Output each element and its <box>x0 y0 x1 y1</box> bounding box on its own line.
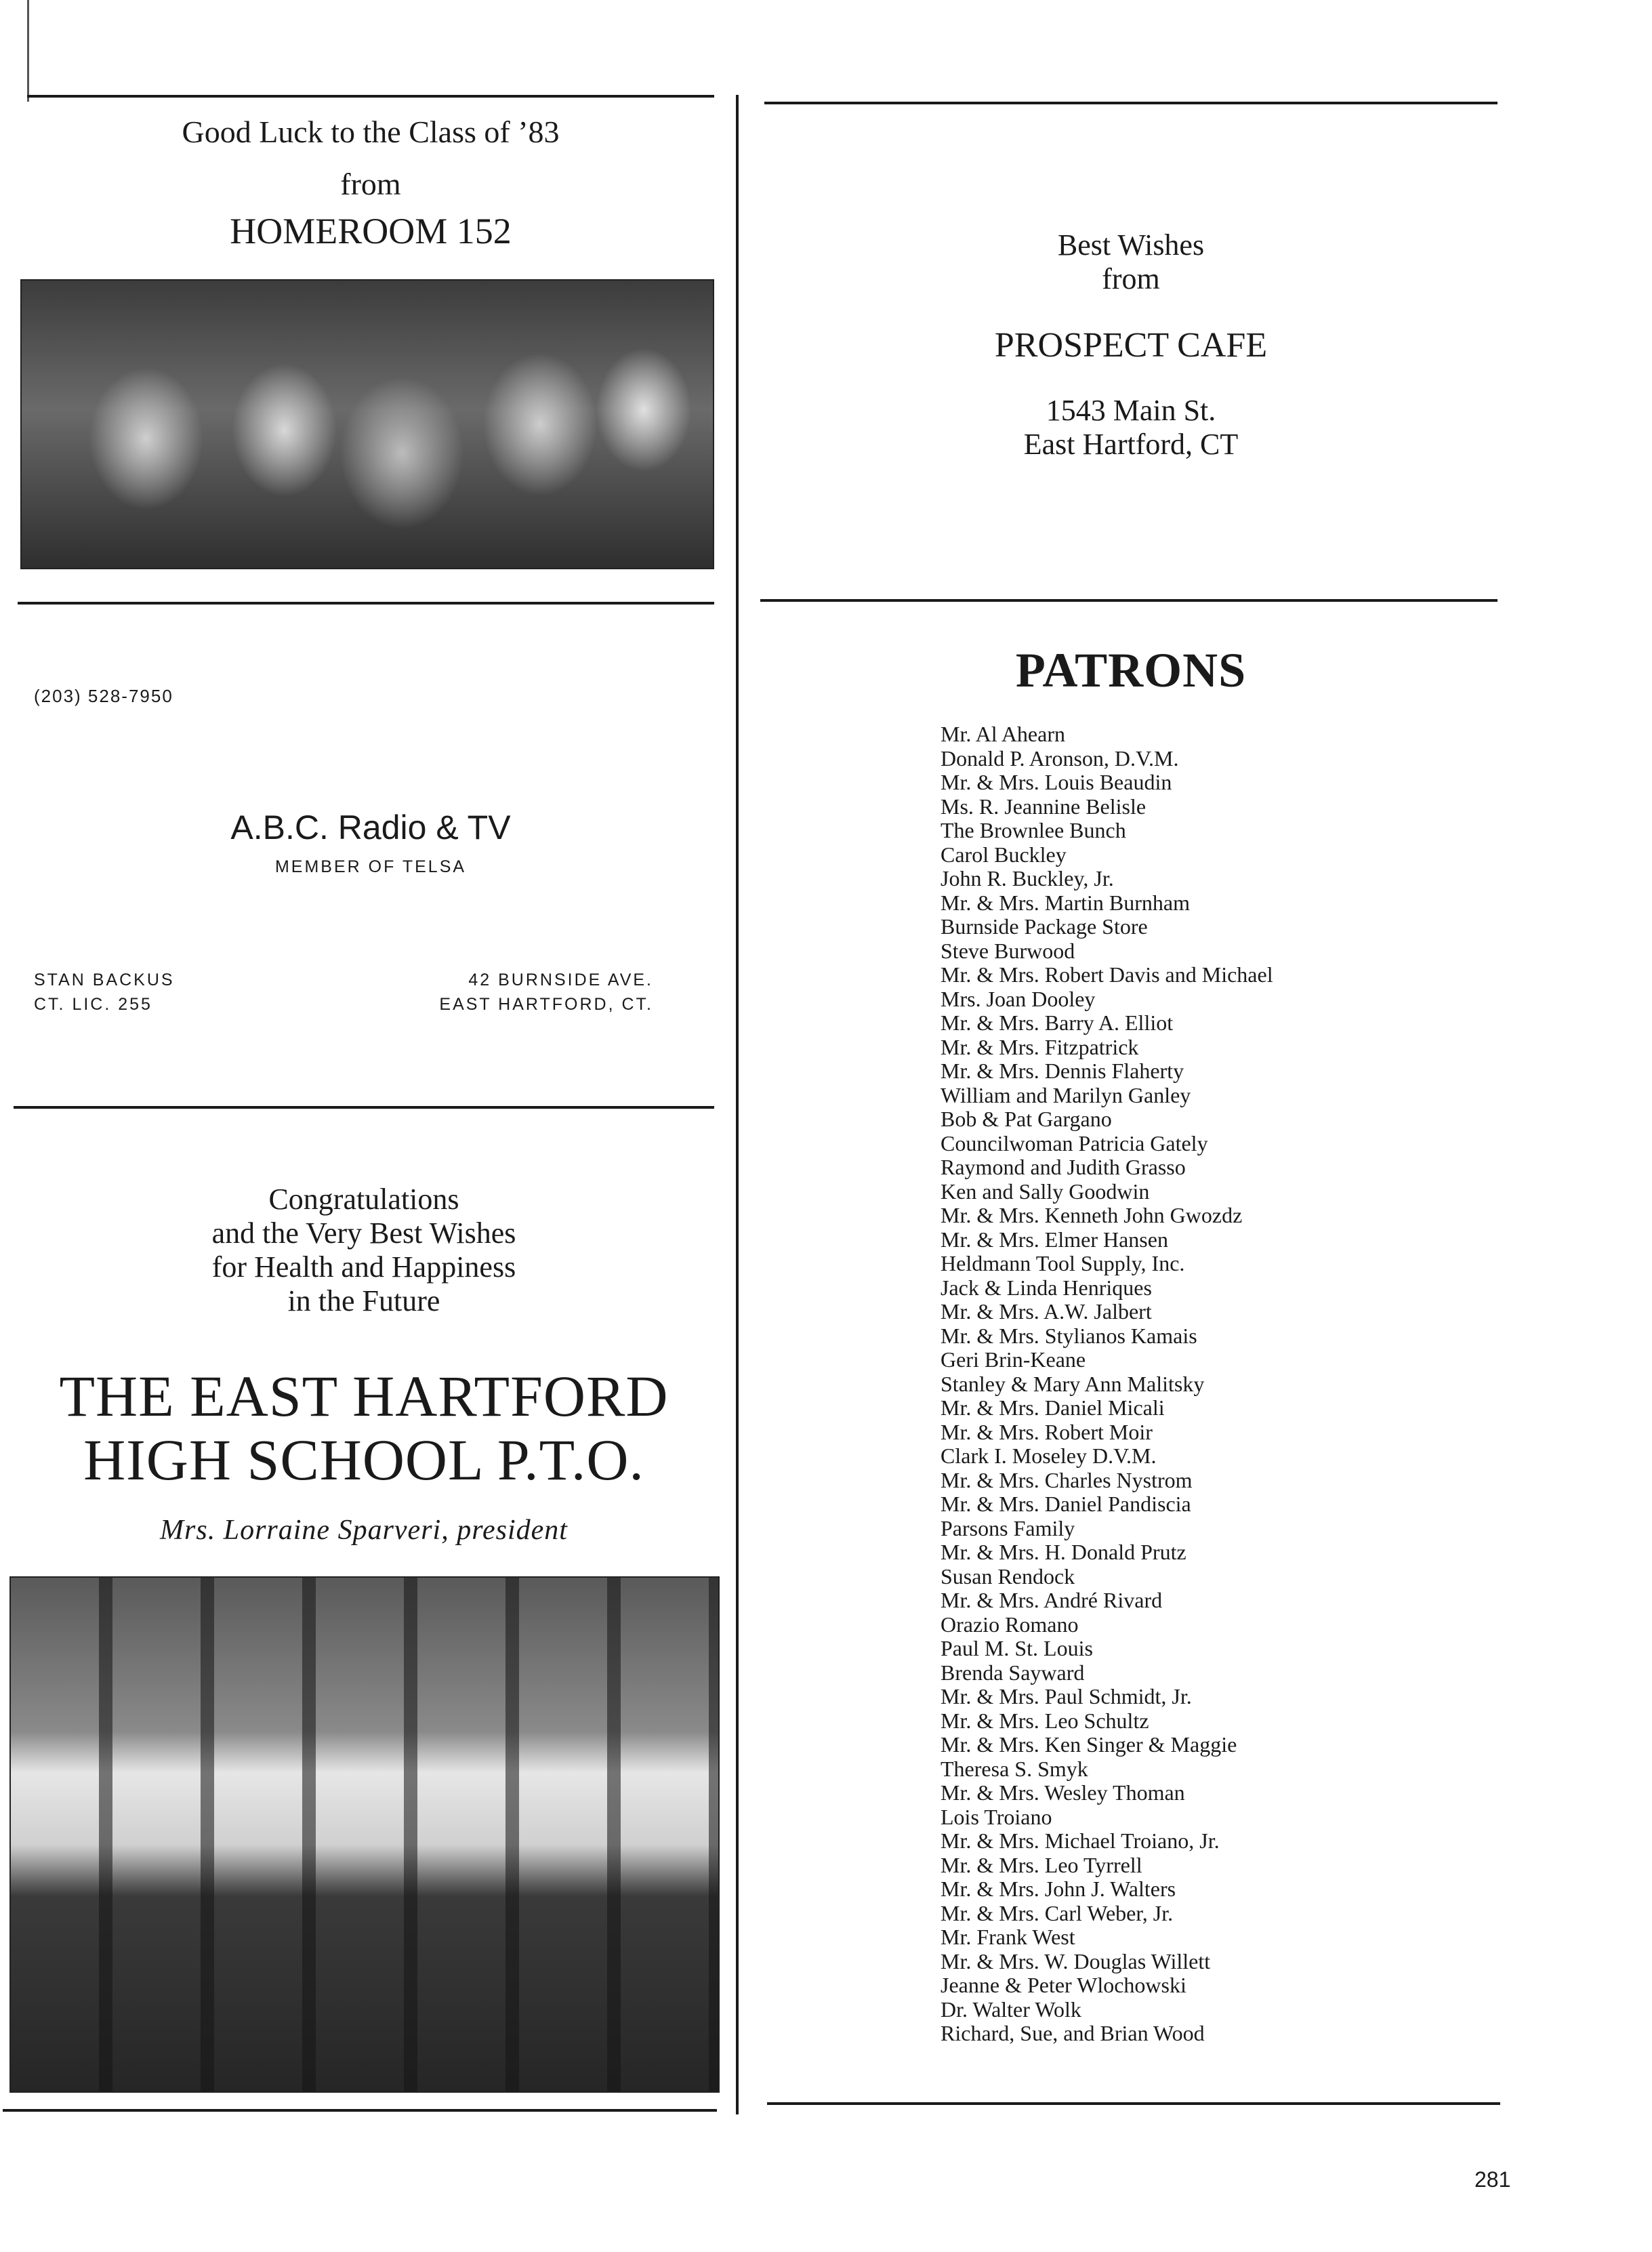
patron-name: Mr. Frank West <box>941 1925 1075 1949</box>
column-divider <box>736 95 739 2114</box>
pto-ad-org-line1: THE EAST HARTFORD <box>59 1364 669 1429</box>
patron-name: Bob & Pat Gargano <box>941 1107 1112 1131</box>
abc-ad-bottom-rule <box>14 1106 714 1109</box>
patron-name: Mr. & Mrs. Michael Troiano, Jr. <box>941 1828 1220 1853</box>
patrons-heading: PATRONS <box>1015 643 1247 697</box>
patron-name: William and Marilyn Ganley <box>941 1082 1191 1107</box>
patron-name: Raymond and Judith Grasso <box>941 1155 1186 1179</box>
patron-name: Mr. & Mrs. Barry A. Elliot <box>941 1010 1174 1035</box>
patron-name: Mr. & Mrs. Daniel Micali <box>941 1395 1165 1420</box>
patron-name: Mr. & Mrs. Robert Davis and Michael <box>941 962 1273 987</box>
patron-name: Burnside Package Store <box>941 914 1148 939</box>
pto-ad-president: Mrs. Lorraine Sparveri, president <box>160 1515 568 1546</box>
patron-name: Carol Buckley <box>941 842 1067 867</box>
patron-name: John R. Buckley, Jr. <box>941 866 1114 890</box>
patron-name: Lois Troiano <box>941 1804 1052 1829</box>
patron-name: Jack & Linda Henriques <box>941 1275 1152 1300</box>
patron-name: Orazio Romano <box>941 1612 1079 1637</box>
patron-name: Donald P. Aronson, D.V.M. <box>941 745 1179 771</box>
prospect-ad-line2: from <box>1102 262 1160 295</box>
patron-name: Mr. & Mrs. Robert Moir <box>941 1419 1153 1444</box>
homeroom-ad-line3: HOMEROOM 152 <box>230 211 512 251</box>
patron-name: Mr. & Mrs. Kenneth John Gwozdz <box>941 1203 1243 1227</box>
page-number: 281 <box>1474 2167 1511 2192</box>
pto-ad-line1: Congratulations <box>268 1183 459 1216</box>
patron-name: Steve Burwood <box>941 938 1075 963</box>
patron-name: Mr. & Mrs. Ken Singer & Maggie <box>941 1732 1237 1757</box>
patron-name: Susan Rendock <box>941 1563 1075 1589</box>
abc-ad-license: CT. LIC. 255 <box>34 995 152 1014</box>
pto-ad-line3: for Health and Happiness <box>211 1250 516 1284</box>
homeroom-ad-line1: Good Luck to the Class of ’83 <box>182 115 560 149</box>
page-edge-mark <box>27 0 29 102</box>
patron-name: Councilwoman Patricia Gately <box>941 1130 1208 1155</box>
patron-name: Mr. & Mrs. André Rivard <box>941 1588 1163 1612</box>
patron-name: Jeanne & Peter Wlochowski <box>941 1973 1186 1997</box>
patron-name: Mr. & Mrs. Leo Schultz <box>941 1708 1149 1733</box>
patron-name: Stanley & Mary Ann Malitsky <box>941 1371 1205 1396</box>
patron-name: Ken and Sally Goodwin <box>941 1179 1150 1204</box>
abc-ad-phone: (203) 528-7950 <box>34 686 173 706</box>
patron-name: Clark I. Moseley D.V.M. <box>941 1444 1157 1468</box>
patron-name: Mr. & Mrs. Fitzpatrick <box>941 1034 1139 1059</box>
patron-name: Paul M. St. Louis <box>941 1636 1093 1660</box>
patron-name: Mr. & Mrs. Elmer Hansen <box>941 1227 1168 1252</box>
patron-name: Mr. & Mrs. Charles Nystrom <box>941 1467 1193 1492</box>
patrons-list <box>941 722 1273 2046</box>
abc-ad-name: A.B.C. Radio & TV <box>230 808 511 846</box>
abc-ad-street: 42 BURNSIDE AVE. <box>468 970 653 989</box>
prospect-ad-line1: Best Wishes <box>1057 228 1205 262</box>
prospect-ad-top-rule <box>764 102 1498 104</box>
patron-name: Ms. R. Jeannine Belisle <box>941 794 1147 819</box>
patron-name: Mr. & Mrs. Daniel Pandiscia <box>941 1492 1191 1516</box>
patron-name: Mr. & Mrs. Martin Burnham <box>941 890 1190 915</box>
abc-ad-member: MEMBER OF TELSA <box>274 857 467 876</box>
prospect-ad-address1: 1543 Main St. <box>1046 394 1216 427</box>
patron-name: Brenda Sayward <box>941 1660 1085 1685</box>
patrons-bottom-rule <box>767 2102 1500 2105</box>
patron-name: Mr. & Mrs. Wesley Thoman <box>941 1780 1185 1805</box>
pto-ad-bottom-rule <box>3 2109 717 2112</box>
patron-name: Parsons Family <box>941 1515 1075 1540</box>
homeroom-class-photo <box>20 279 714 569</box>
patron-name: Theresa S. Smyk <box>941 1756 1088 1781</box>
abc-ad-city: EAST HARTFORD, CT. <box>439 995 653 1014</box>
prospect-ad-name: PROSPECT CAFE <box>994 326 1268 365</box>
pto-ad-line2: and the Very Best Wishes <box>211 1216 516 1250</box>
patron-name: Mrs. Joan Dooley <box>941 986 1096 1011</box>
patron-name: Dr. Walter Wolk <box>941 1997 1081 2022</box>
patron-name: Mr. & Mrs. H. Donald Prutz <box>941 1540 1186 1564</box>
patron-name: Geri Brin-Keane <box>941 1347 1086 1372</box>
patron-name: Mr. & Mrs. A.W. Jalbert <box>941 1299 1152 1324</box>
prospect-ad-bottom-rule <box>760 599 1498 602</box>
homeroom-ad-top-rule <box>27 95 714 98</box>
patron-name: Mr. & Mrs. John J. Walters <box>941 1877 1176 1901</box>
patron-name: Richard, Sue, and Brian Wood <box>941 2021 1205 2045</box>
patron-name: The Brownlee Bunch <box>941 818 1126 842</box>
homeroom-ad-line2: from <box>340 167 401 201</box>
homeroom-ad-bottom-rule <box>18 602 714 605</box>
pto-ad-line4: in the Future <box>287 1284 440 1317</box>
patron-name: Mr. & Mrs. W. Douglas Willett <box>941 1948 1211 1973</box>
patron-name: Mr. & Mrs. Carl Weber, Jr. <box>941 1900 1174 1925</box>
pto-meeting-photo <box>9 1576 720 2093</box>
patron-name: Mr. Al Ahearn <box>941 722 1065 746</box>
patron-name: Mr. & Mrs. Dennis Flaherty <box>941 1059 1184 1083</box>
patron-name: Mr. & Mrs. Paul Schmidt, Jr. <box>941 1684 1192 1708</box>
abc-ad-owner: STAN BACKUS <box>34 970 175 989</box>
patron-name: Heldmann Tool Supply, Inc. <box>941 1251 1185 1275</box>
patron-name: Mr. & Mrs. Stylianos Kamais <box>941 1323 1197 1348</box>
patron-name: Mr. & Mrs. Louis Beaudin <box>941 770 1172 794</box>
prospect-ad-address2: East Hartford, CT <box>1023 428 1239 461</box>
patron-name: Mr. & Mrs. Leo Tyrrell <box>941 1852 1142 1877</box>
pto-ad-org-line2: HIGH SCHOOL P.T.O. <box>83 1427 644 1492</box>
